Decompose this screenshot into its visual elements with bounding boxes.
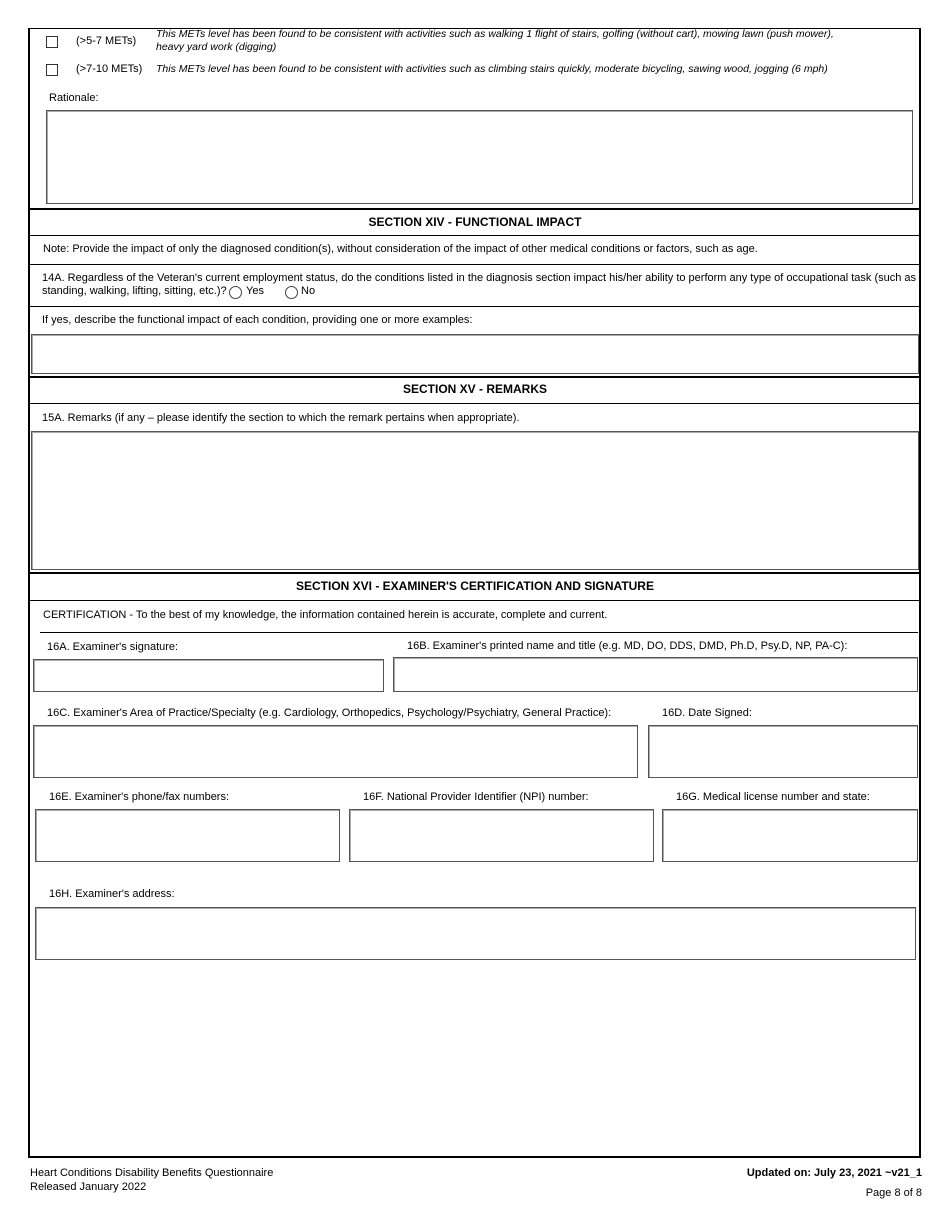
divider [29, 208, 920, 210]
q14a-yes-label: Yes [246, 285, 264, 297]
functional-impact-textarea[interactable] [31, 334, 919, 374]
16f-label: 16F. National Provider Identifier (NPI) number: [363, 791, 589, 803]
remarks-textarea[interactable] [31, 431, 919, 570]
q14a-question: 14A. Regardless of the Veteran's current employment status, do the conditions listed in the diagnosis section impact his/her ability to perform any type of occupational task (such as [42, 272, 917, 284]
divider [29, 306, 920, 307]
footer-released: Released January 2022 [30, 1181, 147, 1193]
16d-label: 16D. Date Signed: [662, 707, 752, 719]
examiner-name-title-field[interactable] [393, 657, 918, 692]
divider [29, 572, 920, 574]
examiner-signature-field[interactable] [33, 659, 384, 692]
divider [29, 235, 920, 236]
16a-label: 16A. Examiner's signature: [47, 641, 179, 653]
rationale-textarea[interactable] [46, 110, 913, 204]
divider [29, 600, 920, 601]
footer-page-number: Page 8 of 8 [865, 1187, 922, 1199]
divider [29, 403, 920, 404]
mets-7-10-label: (>7-10 METs) [76, 63, 143, 75]
medical-license-field[interactable] [662, 809, 918, 862]
section-14-note: Note: Provide the impact of only the diagnosed condition(s), without consideration of the impact of other medical conditions or factors, such as age. [43, 243, 758, 255]
q14a-no-radio[interactable] [285, 286, 298, 299]
16e-label: 16E. Examiner's phone/fax numbers: [49, 791, 230, 803]
divider [29, 376, 920, 378]
phone-fax-field[interactable] [35, 809, 340, 862]
mets-5-7-label: (>5-7 METs) [76, 35, 137, 47]
16c-label: 16C. Examiner's Area of Practice/Specialty (e.g. Cardiology, Orthopedics, Psychology/Psychiatry, General Practice): [47, 707, 612, 719]
rationale-label: Rationale: [49, 92, 99, 104]
footer-form-name: Heart Conditions Disability Benefits Questionnaire [30, 1167, 274, 1179]
mets-5-7-description: This METs level has been found to be consistent with activities such as walking 1 flight of stairs, golfing (without cart), mowing lawn (push mower), [156, 28, 834, 40]
certification-text: CERTIFICATION - To the best of my knowledge, the information contained herein is accurate, complete and current. [43, 609, 608, 621]
q14a-describe-label: If yes, describe the functional impact of each condition, providing one or more examples: [42, 314, 473, 326]
footer-updated: Updated on: July 23, 2021 ~v21_1 [746, 1167, 922, 1179]
mets-5-7-checkbox[interactable] [46, 36, 58, 48]
q14a-yes-radio[interactable] [229, 286, 242, 299]
section-14-title: SECTION XIV - FUNCTIONAL IMPACT [368, 215, 582, 229]
divider [40, 632, 918, 633]
examiner-address-field[interactable] [35, 907, 916, 960]
section-16-title: SECTION XVI - EXAMINER'S CERTIFICATION AND SIGNATURE [296, 579, 654, 593]
mets-5-7-description-cont: heavy yard work (digging) [156, 41, 277, 53]
16g-label: 16G. Medical license number and state: [676, 791, 870, 803]
q14a-no-label: No [301, 285, 316, 297]
mets-7-10-description: This METs level has been found to be consistent with activities such as climbing stairs quickly, moderate bicycling, sawing wood, jogging (6 mph) [156, 63, 828, 75]
divider [29, 264, 920, 265]
section-15-title: SECTION XV - REMARKS [402, 382, 547, 396]
date-signed-field[interactable] [648, 725, 918, 778]
npi-number-field[interactable] [349, 809, 654, 862]
mets-7-10-checkbox[interactable] [46, 64, 58, 76]
examiner-specialty-field[interactable] [33, 725, 638, 778]
16h-label: 16H. Examiner's address: [49, 888, 175, 900]
remarks-label: 15A. Remarks (if any – please identify the section to which the remark pertains when appropriate). [42, 412, 520, 424]
q14a-question-cont: standing, walking, lifting, sitting, etc.)? [42, 285, 227, 297]
16b-label: 16B. Examiner's printed name and title (e.g. MD, DO, DDS, DMD, Ph.D, Psy.D, NP, PA-C): [407, 640, 848, 652]
